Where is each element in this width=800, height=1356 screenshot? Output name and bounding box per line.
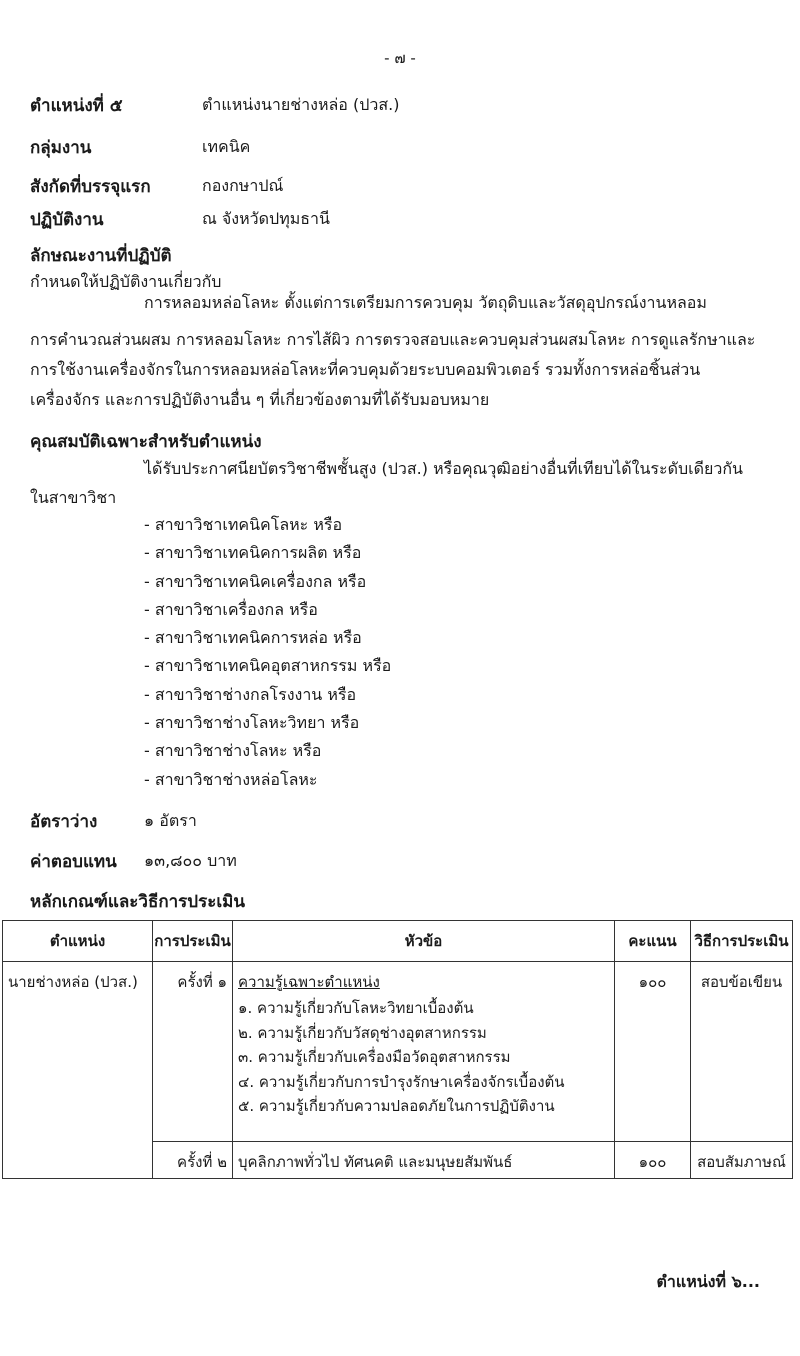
field-value-position: ตำแหน่งนายช่างหล่อ (ปวส.): [202, 95, 400, 114]
next-position-footer: ตำแหน่งที่ ๖...: [656, 1272, 760, 1291]
header-score: คะแนน: [615, 921, 691, 962]
field-label-position: ตำแหน่งที่ ๕: [30, 96, 123, 116]
cell-position: นายช่างหล่อ (ปวส.): [3, 962, 153, 1179]
header-method: วิธีการประเมิน: [691, 921, 793, 962]
cell-score-1: ๑๐๐: [615, 962, 691, 1142]
duties-intro: กำหนดให้ปฏิบัติงานเกี่ยวกับ: [30, 272, 222, 291]
list-item: - สาขาวิชาเครื่องกล หรือ: [144, 599, 318, 619]
qualifications-line-1: ได้รับประกาศนียบัตรวิชาชีพชั้นสูง (ปวส.) หรือคุณวุฒิอย่างอื่นที่เทียบได้ในระดับเดียวกัน: [144, 459, 743, 478]
list-item: - สาขาวิชาเทคนิคอุตสาหกรรม หรือ: [144, 656, 392, 676]
table-row: [3, 962, 793, 1142]
field-label-group: กลุ่มงาน: [30, 138, 92, 158]
field-value-workplace: ณ จังหวัดปทุมธานี: [202, 209, 330, 228]
list-item: - สาขาวิชาช่างกลโรงงาน หรือ: [144, 684, 357, 704]
topic-item: ๕. ความรู้เกี่ยวกับความปลอดภัยในการปฏิบัติงาน: [238, 1097, 555, 1115]
cell-round-2: ครั้งที่ ๒: [153, 1142, 233, 1179]
qualifications-line-2: ในสาขาวิชา: [30, 488, 117, 507]
duties-line-2: การคำนวณส่วนผสม การหลอมโลหะ การไส้ผิว การตรวจสอบและควบคุมส่วนผสมโลหะ การดูแลรักษาและ: [30, 330, 756, 349]
cell-topic-1: [233, 962, 615, 1142]
list-item: - สาขาวิชาเทคนิคการหล่อ หรือ: [144, 628, 362, 648]
topic-item: ๓. ความรู้เกี่ยวกับเครื่องมือวัดอุตสาหกรรม: [238, 1048, 511, 1066]
vacancy-label: อัตราว่าง: [30, 812, 98, 832]
topic-item: ๔. ความรู้เกี่ยวกับการบำรุงรักษาเครื่องจักรเบื้องต้น: [238, 1072, 565, 1091]
header-position: ตำแหน่ง: [3, 921, 153, 962]
field-label-workplace: ปฏิบัติงาน: [30, 210, 104, 230]
field-value-agency: กองกษาปณ์: [202, 176, 284, 195]
topic-item: ๒. ความรู้เกี่ยวกับวัสดุช่างอุตสาหกรรม: [238, 1023, 487, 1042]
topic-item: ๑. ความรู้เกี่ยวกับโลหะวิทยาเบื้องต้น: [238, 999, 474, 1017]
cell-method-1: สอบข้อเขียน: [691, 962, 793, 1142]
header-round: การประเมิน: [153, 921, 233, 962]
salary-label: ค่าตอบแทน: [30, 852, 117, 872]
list-item: - สาขาวิชาช่างโลหะ หรือ: [144, 741, 322, 761]
topic-title: ความรู้เฉพาะตำแหน่ง: [238, 973, 380, 991]
duties-line-1: การหลอมหล่อโลหะ ตั้งแต่การเตรียมการควบคุม วัตถุดิบและวัสดุอุปกรณ์งานหลอม: [144, 293, 707, 312]
cell-score-2: ๑๐๐: [615, 1142, 691, 1179]
table-header-row: [3, 921, 793, 962]
list-item: - สาขาวิชาช่างหล่อโลหะ: [144, 769, 318, 789]
salary-value: ๑๓,๘๐๐ บาท: [144, 851, 237, 870]
duties-heading: ลักษณะงานที่ปฏิบัติ: [30, 246, 172, 266]
evaluation-table: [2, 920, 793, 1179]
majors-list: [144, 511, 391, 794]
page-number: - ๗ -: [384, 49, 416, 67]
list-item: - สาขาวิชาเทคนิคการผลิต หรือ: [144, 543, 362, 563]
cell-round-1: ครั้งที่ ๑: [153, 962, 233, 1142]
evaluation-heading: หลักเกณฑ์และวิธีการประเมิน: [30, 892, 245, 912]
cell-topic-2: บุคลิกภาพทั่วไป ทัศนคติ และมนุษยสัมพันธ์: [233, 1142, 615, 1179]
cell-method-2: สอบสัมภาษณ์: [691, 1142, 793, 1179]
qualifications-heading: คุณสมบัติเฉพาะสำหรับตำแหน่ง: [30, 432, 262, 452]
header-topic: หัวข้อ: [233, 921, 615, 962]
vacancy-value: ๑ อัตรา: [144, 811, 197, 830]
duties-line-4: เครื่องจักร และการปฏิบัติงานอื่น ๆ ที่เกี่ยวข้องตามที่ได้รับมอบหมาย: [30, 390, 490, 409]
field-label-agency: สังกัดที่บรรจุแรก: [30, 177, 151, 197]
field-value-group: เทคนิค: [202, 137, 251, 156]
list-item: - สาขาวิชาเทคนิคเครื่องกล หรือ: [144, 571, 367, 591]
list-item: - สาขาวิชาเทคนิคโลหะ หรือ: [144, 515, 343, 534]
list-item: - สาขาวิชาช่างโลหะวิทยา หรือ: [144, 713, 360, 733]
duties-line-3: การใช้งานเครื่องจักรในการหลอมหล่อโลหะที่ควบคุมด้วยระบบคอมพิวเตอร์ รวมทั้งการหล่อชิ้นส่วน: [30, 360, 701, 379]
